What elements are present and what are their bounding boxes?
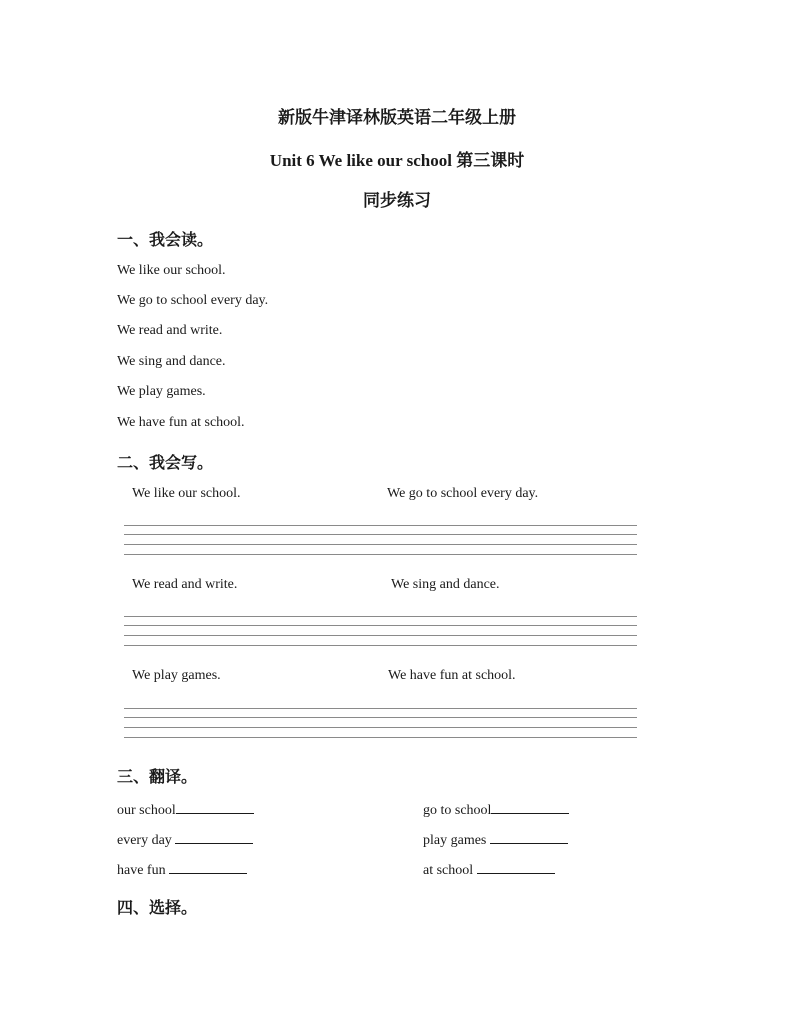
translate-item bbox=[117, 800, 254, 819]
section-write-heading: 二、我会写。 bbox=[117, 455, 214, 472]
handwriting-lines[interactable] bbox=[124, 525, 637, 555]
read-sentence: We go to school every day. bbox=[117, 293, 269, 308]
translate-phrase: play games bbox=[423, 833, 490, 848]
answer-blank[interactable] bbox=[490, 830, 568, 844]
translate-phrase: have fun bbox=[117, 863, 170, 878]
translate-phrase: every day bbox=[117, 833, 176, 848]
translate-item bbox=[423, 830, 568, 849]
translate-item bbox=[117, 830, 253, 849]
worksheet-title: 新版牛津译林版英语二年级上册 bbox=[278, 108, 516, 127]
translate-item bbox=[117, 860, 247, 879]
read-sentence: We sing and dance. bbox=[117, 354, 226, 369]
answer-blank[interactable] bbox=[175, 830, 253, 844]
translate-phrase: at school bbox=[423, 863, 477, 878]
answer-blank[interactable] bbox=[477, 860, 555, 874]
read-sentence: We read and write. bbox=[117, 323, 223, 338]
handwriting-lines[interactable] bbox=[124, 708, 637, 738]
section-read-heading: 一、我会读。 bbox=[117, 232, 214, 249]
answer-blank[interactable] bbox=[491, 800, 569, 814]
write-prompt: We like our school. bbox=[132, 486, 241, 501]
write-prompt: We have fun at school. bbox=[388, 668, 516, 683]
translate-phrase: our school bbox=[117, 803, 176, 818]
worksheet-label: 同步练习 bbox=[363, 191, 431, 210]
handwriting-lines[interactable] bbox=[124, 616, 637, 646]
write-prompt: We go to school every day. bbox=[387, 486, 539, 501]
read-sentence: We play games. bbox=[117, 384, 206, 399]
answer-blank[interactable] bbox=[176, 800, 254, 814]
read-sentence: We have fun at school. bbox=[117, 415, 245, 430]
section-choose-heading: 四、选择。 bbox=[117, 900, 198, 917]
read-sentence: We like our school. bbox=[117, 263, 226, 278]
write-prompt: We play games. bbox=[132, 668, 221, 683]
write-prompt: We read and write. bbox=[132, 577, 238, 592]
answer-blank[interactable] bbox=[169, 860, 247, 874]
write-prompt: We sing and dance. bbox=[391, 577, 500, 592]
translate-item bbox=[423, 800, 569, 819]
translate-phrase: go to school bbox=[423, 803, 492, 818]
translate-item bbox=[423, 860, 555, 879]
section-translate-heading: 三、翻译。 bbox=[117, 769, 198, 786]
unit-subtitle: Unit 6 We like our school 第三课时 bbox=[269, 151, 525, 170]
